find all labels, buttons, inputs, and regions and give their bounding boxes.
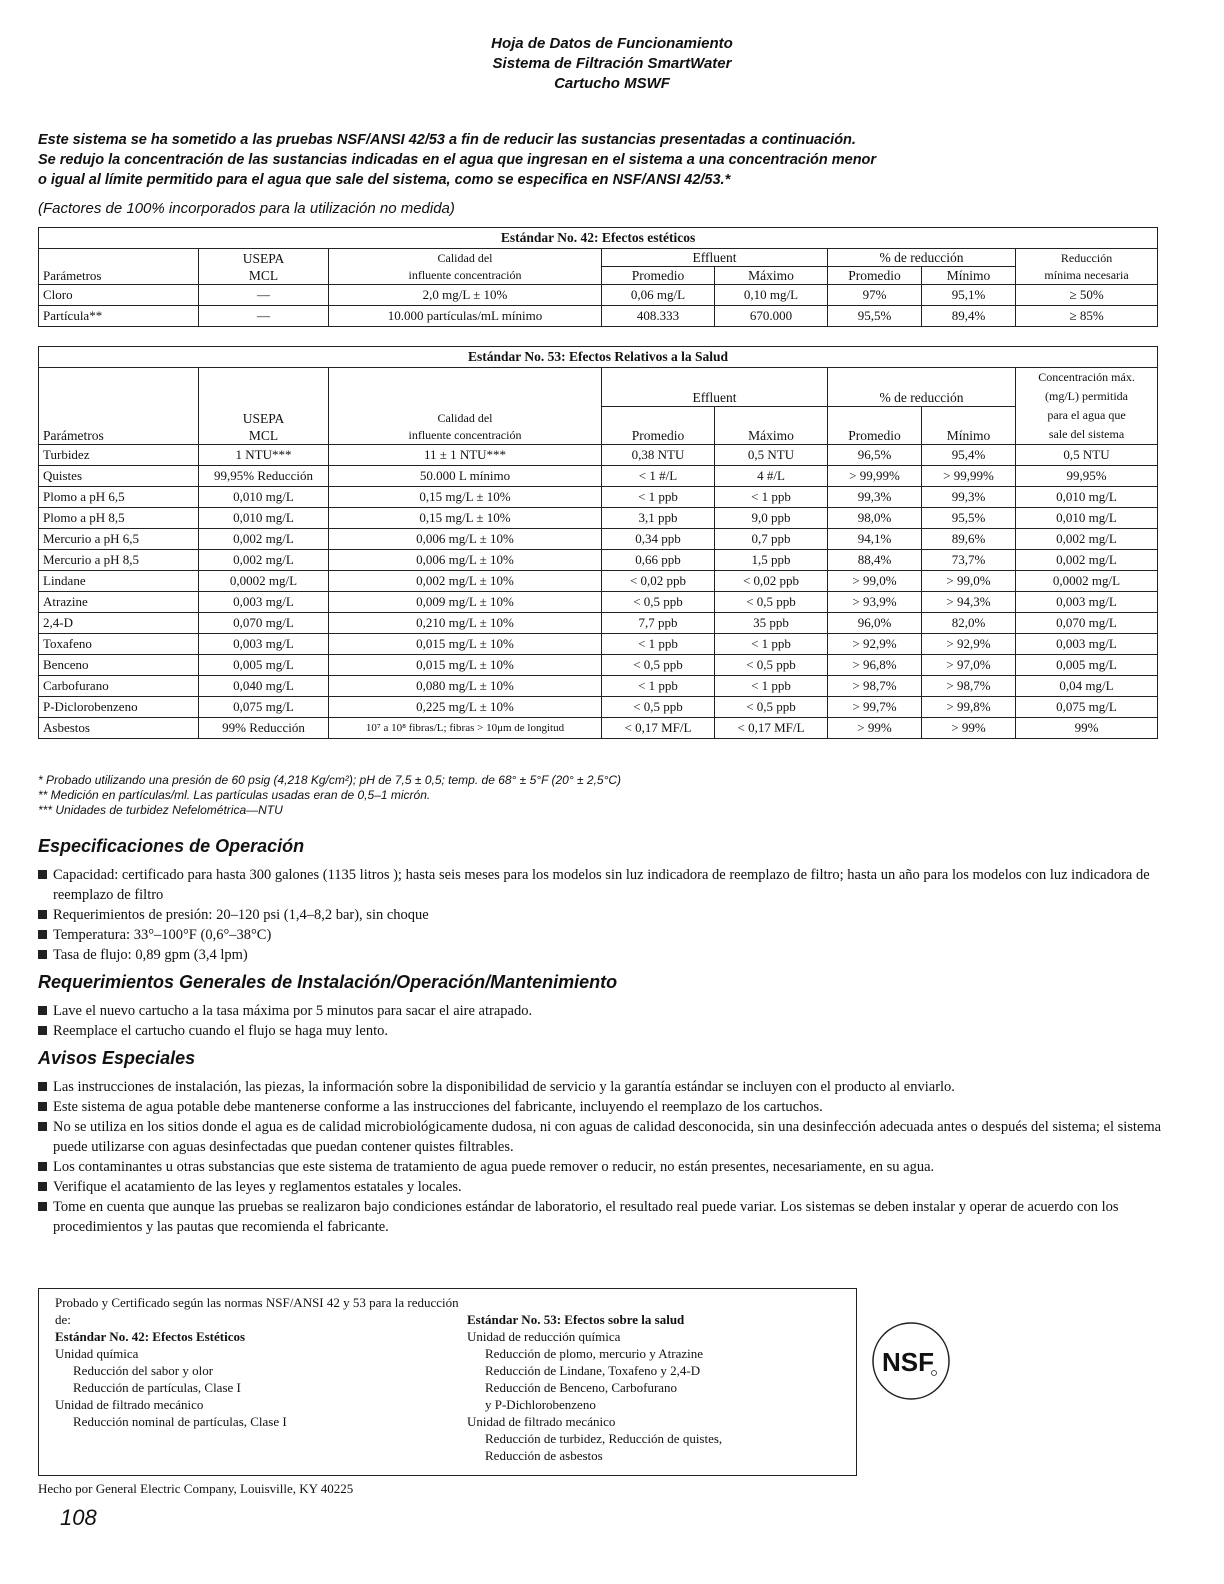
header-promedio: Promedio bbox=[602, 406, 715, 445]
bullet-square-icon bbox=[38, 910, 47, 919]
cert-right-heading: Estándar No. 53: Efectos sobre la salud bbox=[467, 1312, 685, 1327]
header-concentracion-max: Concentración máx. (mg/L) permitida para el agua que sale del sistema bbox=[1016, 368, 1158, 445]
table-cell: 0,080 mg/L ± 10% bbox=[329, 676, 602, 697]
table-cell: < 0,17 MF/L bbox=[602, 718, 715, 739]
table-cell: 95,5% bbox=[922, 508, 1016, 529]
nsf-logo-text: NSF bbox=[882, 1347, 934, 1377]
table-row bbox=[39, 508, 1158, 529]
header-minimo: Mínimo bbox=[922, 267, 1016, 285]
nsf-logo bbox=[870, 1320, 952, 1402]
table-row bbox=[39, 285, 1158, 306]
list-item bbox=[38, 925, 1163, 945]
table-cell: 0,009 mg/L ± 10% bbox=[329, 592, 602, 613]
table-cell: 0,002 mg/L bbox=[1016, 529, 1158, 550]
table-cell: < 1 ppb bbox=[602, 487, 715, 508]
table-cell: 2,4-D bbox=[39, 613, 199, 634]
table-row bbox=[39, 466, 1158, 487]
table-row bbox=[39, 445, 1158, 466]
header-usepa-mcl: USEPA MCL bbox=[199, 249, 329, 285]
table-cell: 99,3% bbox=[828, 487, 922, 508]
list-item bbox=[38, 1077, 1163, 1097]
table-cell: 0,5 NTU bbox=[1016, 445, 1158, 466]
table-cell: < 1 ppb bbox=[715, 487, 828, 508]
cert-right-line: y P-Dichlorobenzeno bbox=[485, 1397, 596, 1412]
list-item bbox=[38, 1021, 1163, 1041]
intro-line: o igual al límite permitido para el agua que sale del sistema, como se especifica en NSF/ANSI 42/53.* bbox=[38, 172, 731, 188]
table-cell: > 97,0% bbox=[922, 655, 1016, 676]
table-cell: 0,070 mg/L bbox=[199, 613, 329, 634]
table-row bbox=[39, 676, 1158, 697]
page-number: 108 bbox=[60, 1505, 97, 1530]
table-cell: — bbox=[199, 285, 329, 306]
table-cell: < 1 ppb bbox=[602, 634, 715, 655]
intro-line: Este sistema se ha sometido a las pruebas NSF/ANSI 42/53 a fin de reducir las sustancias presentadas a continuación. bbox=[38, 132, 856, 148]
table-cell: > 93,9% bbox=[828, 592, 922, 613]
bullet-square-icon bbox=[38, 1122, 47, 1131]
table-row bbox=[39, 655, 1158, 676]
cert-left-line: Reducción de partículas, Clase I bbox=[73, 1380, 241, 1395]
table-cell: 9,0 ppb bbox=[715, 508, 828, 529]
certification-box bbox=[38, 1288, 857, 1476]
table-cell: 99% bbox=[1016, 718, 1158, 739]
table-cell: 99,3% bbox=[922, 487, 1016, 508]
bullet-square-icon bbox=[38, 1162, 47, 1171]
table-cell: 1,5 ppb bbox=[715, 550, 828, 571]
list-item bbox=[38, 905, 1163, 925]
footnote: *** Unidades de turbidez Nefelométrica—NTU bbox=[38, 803, 283, 817]
table-cell: < 1 ppb bbox=[602, 676, 715, 697]
table-row bbox=[39, 529, 1158, 550]
cert-left-heading: Estándar No. 42: Efectos Estéticos bbox=[55, 1329, 246, 1344]
table-cell: 96,5% bbox=[828, 445, 922, 466]
table-cell: 0,15 mg/L ± 10% bbox=[329, 487, 602, 508]
header-reduccion: % de reducción bbox=[828, 249, 1016, 267]
list-item bbox=[38, 865, 1163, 905]
table-cell: P-Diclorobenzeno bbox=[39, 697, 199, 718]
spec-title: Especificaciones de Operación bbox=[38, 836, 305, 856]
table-cell: 88,4% bbox=[828, 550, 922, 571]
table-cell: > 99,0% bbox=[922, 571, 1016, 592]
table-cell: 0,66 ppb bbox=[602, 550, 715, 571]
table-cell: 0,002 mg/L bbox=[199, 529, 329, 550]
table-cell: 1 NTU*** bbox=[199, 445, 329, 466]
table-cell: 0,010 mg/L bbox=[1016, 487, 1158, 508]
cert-right-line: Reducción de turbidez, Reducción de quistes, bbox=[485, 1431, 723, 1446]
cert-left-line: Unidad de filtrado mecánico bbox=[55, 1397, 204, 1412]
footnote: ** Medición en partículas/ml. Las partículas usadas eran de 0,5–1 micrón. bbox=[38, 788, 431, 802]
table-cell: 89,4% bbox=[922, 306, 1016, 327]
table-cell: > 98,7% bbox=[828, 676, 922, 697]
table-cell: ≥ 50% bbox=[1016, 285, 1158, 306]
table-cell: Benceno bbox=[39, 655, 199, 676]
table-title: Estándar No. 42: Efectos estéticos bbox=[39, 228, 1158, 249]
table-row bbox=[39, 306, 1158, 327]
table-cell: 99,95% bbox=[1016, 466, 1158, 487]
table-cell: 0,04 mg/L bbox=[1016, 676, 1158, 697]
list-item-text: Tasa de flujo: 0,89 gpm (3,4 lpm) bbox=[53, 947, 248, 963]
table-cell: < 0,5 ppb bbox=[715, 697, 828, 718]
intro-text bbox=[38, 130, 1188, 190]
table-cell: < 1 #/L bbox=[602, 466, 715, 487]
table-cell: > 99,99% bbox=[828, 466, 922, 487]
header-calidad: Calidad del influente concentración bbox=[329, 368, 602, 445]
made-by: Hecho por General Electric Company, Louisville, KY 40225 bbox=[38, 1481, 354, 1496]
table-row bbox=[39, 571, 1158, 592]
table-cell: > 99,7% bbox=[828, 697, 922, 718]
table-cell: 0,15 mg/L ± 10% bbox=[329, 508, 602, 529]
table-cell: 0,10 mg/L bbox=[715, 285, 828, 306]
bullet-square-icon bbox=[38, 870, 47, 879]
list-item-text: Lave el nuevo cartucho a la tasa máxima por 5 minutos para sacar el aire atrapado. bbox=[53, 1003, 533, 1019]
list-item-text: Capacidad: certificado para hasta 300 galones (1135 litros ); hasta seis meses para los modelos sin luz indicadora de reemplazo de filtro; hasta un año para los modelos con luz indicadora de reemplazo de filtro bbox=[53, 867, 1150, 903]
table-cell: 0,006 mg/L ± 10% bbox=[329, 529, 602, 550]
list-item-text: Las instrucciones de instalación, las piezas, la información sobre la disponibilidad de servicio y la garantía estándar se incluyen con el producto al enviarlo. bbox=[53, 1079, 955, 1095]
table-cell: 0,003 mg/L bbox=[1016, 634, 1158, 655]
table-row bbox=[39, 718, 1158, 739]
table-cell: < 0,02 ppb bbox=[715, 571, 828, 592]
table-cell: 0,06 mg/L bbox=[602, 285, 715, 306]
table-cell: 10⁷ a 10⁸ fibras/L; fibras > 10μm de longitud bbox=[329, 718, 602, 739]
cert-right-line: Reducción de asbestos bbox=[485, 1448, 603, 1463]
table-cell: 0,225 mg/L ± 10% bbox=[329, 697, 602, 718]
cert-intro: Probado y Certificado según las normas NSF/ANSI 42 y 53 para la reducción de: bbox=[55, 1295, 459, 1327]
table-cell: > 99,0% bbox=[828, 571, 922, 592]
table-cell: Carbofurano bbox=[39, 676, 199, 697]
table-cell: Mercurio a pH 6,5 bbox=[39, 529, 199, 550]
bullet-square-icon bbox=[38, 1102, 47, 1111]
table-cell: < 0,17 MF/L bbox=[715, 718, 828, 739]
table-row bbox=[39, 634, 1158, 655]
standard-53-table bbox=[38, 346, 1158, 739]
table-cell: > 99% bbox=[922, 718, 1016, 739]
bullet-square-icon bbox=[38, 1182, 47, 1191]
table-cell: < 0,5 ppb bbox=[602, 697, 715, 718]
table-cell: Cloro bbox=[39, 285, 199, 306]
header-minimo: Mínimo bbox=[922, 406, 1016, 445]
table-cell: Plomo a pH 8,5 bbox=[39, 508, 199, 529]
table-cell: 10.000 partículas/mL mínimo bbox=[329, 306, 602, 327]
table-cell: 99,95% Reducción bbox=[199, 466, 329, 487]
cert-right-line: Unidad de reducción química bbox=[467, 1329, 621, 1344]
table-cell: 0,040 mg/L bbox=[199, 676, 329, 697]
table-cell: Lindane bbox=[39, 571, 199, 592]
table-cell: 3,1 ppb bbox=[602, 508, 715, 529]
table-row bbox=[39, 592, 1158, 613]
table-cell: 96,0% bbox=[828, 613, 922, 634]
list-item bbox=[38, 1001, 1163, 1021]
table-cell: 4 #/L bbox=[715, 466, 828, 487]
header-cartridge: Cartucho MSWF bbox=[554, 75, 670, 92]
list-item-text: No se utiliza en los sitios donde el agua es de calidad microbiológicamente dudosa, ni con aguas de calidad desconocida, sin una desinfección adecuada antes o después del sistema; el sistema puede utilizarse con aguas desinfectadas que puedan contener quistes filtrables. bbox=[53, 1119, 1162, 1155]
table-cell: Partícula** bbox=[39, 306, 199, 327]
table-cell: 0,015 mg/L ± 10% bbox=[329, 655, 602, 676]
table-cell: < 0,5 ppb bbox=[602, 655, 715, 676]
table-cell: 0,0002 mg/L bbox=[1016, 571, 1158, 592]
table-cell: 0,010 mg/L bbox=[199, 508, 329, 529]
table-cell: 98,0% bbox=[828, 508, 922, 529]
header-effluent: Effluent bbox=[602, 249, 828, 267]
avisos-title: Avisos Especiales bbox=[38, 1048, 196, 1068]
list-item bbox=[38, 945, 1163, 965]
cert-right-line: Reducción de Benceno, Carbofurano bbox=[485, 1380, 678, 1395]
list-item bbox=[38, 1117, 1163, 1157]
table-cell: < 0,02 ppb bbox=[602, 571, 715, 592]
table-cell: Asbestos bbox=[39, 718, 199, 739]
table-cell: 408.333 bbox=[602, 306, 715, 327]
header-maximo: Máximo bbox=[715, 267, 828, 285]
list-item bbox=[38, 1197, 1163, 1237]
header-usepa-mcl: USEPA MCL bbox=[199, 368, 329, 445]
header-parametros: Parámetros bbox=[39, 249, 199, 285]
table-cell: 0,210 mg/L ± 10% bbox=[329, 613, 602, 634]
header-reduccion: % de reducción bbox=[828, 368, 1016, 407]
table-cell: 0,003 mg/L bbox=[199, 634, 329, 655]
table-cell: 99% Reducción bbox=[199, 718, 329, 739]
table-cell: < 0,5 ppb bbox=[715, 655, 828, 676]
header-maximo: Máximo bbox=[715, 406, 828, 445]
table-cell: 0,006 mg/L ± 10% bbox=[329, 550, 602, 571]
table-cell: 2,0 mg/L ± 10% bbox=[329, 285, 602, 306]
list-item-text: Los contaminantes u otras substancias que este sistema de tratamiento de agua puede remover o reducir, no están presentes, necesariamente, en su agua. bbox=[53, 1159, 935, 1175]
cert-left-line: Reducción del sabor y olor bbox=[73, 1363, 214, 1378]
table-cell: 7,7 ppb bbox=[602, 613, 715, 634]
table-cell: 670.000 bbox=[715, 306, 828, 327]
table-cell: Mercurio a pH 8,5 bbox=[39, 550, 199, 571]
table-cell: 95,1% bbox=[922, 285, 1016, 306]
footnote: * Probado utilizando una presión de 60 psig (4,218 Kg/cm²); pH de 7,5 ± 0,5; temp. de 68° ± 5°F (20° ± 2,5°C) bbox=[38, 773, 622, 787]
table-cell: > 96,8% bbox=[828, 655, 922, 676]
table-cell: < 1 ppb bbox=[715, 634, 828, 655]
req-title: Requerimientos Generales de Instalación/Operación/Mantenimiento bbox=[38, 972, 618, 992]
table-cell: > 92,9% bbox=[922, 634, 1016, 655]
list-item bbox=[38, 1177, 1163, 1197]
intro-line: Se redujo la concentración de las sustancias indicadas en el agua que ingresan en el sistema a una concentración menor bbox=[38, 152, 877, 168]
footnotes bbox=[38, 773, 621, 818]
cert-left-line: Reducción nominal de partículas, Clase I bbox=[73, 1414, 287, 1429]
standard-42-table bbox=[38, 227, 1158, 327]
list-item-text: Verifique el acatamiento de las leyes y reglamentos estatales y locales. bbox=[53, 1179, 462, 1195]
table-cell: > 92,9% bbox=[828, 634, 922, 655]
table-cell: > 99% bbox=[828, 718, 922, 739]
avisos-list bbox=[38, 1077, 1163, 1237]
table-cell: 94,1% bbox=[828, 529, 922, 550]
document-header bbox=[0, 34, 1224, 94]
table-cell: > 99,99% bbox=[922, 466, 1016, 487]
table-cell: < 0,5 ppb bbox=[602, 592, 715, 613]
table-cell: 95,5% bbox=[828, 306, 922, 327]
list-item bbox=[38, 1097, 1163, 1117]
table-cell: 11 ± 1 NTU*** bbox=[329, 445, 602, 466]
table-row bbox=[39, 487, 1158, 508]
list-item-text: Requerimientos de presión: 20–120 psi (1,4–8,2 bar), sin choque bbox=[53, 907, 429, 923]
bullet-square-icon bbox=[38, 930, 47, 939]
table-cell: Atrazine bbox=[39, 592, 199, 613]
table-row bbox=[39, 613, 1158, 634]
header-promedio: Promedio bbox=[602, 267, 715, 285]
table-cell: 0,34 ppb bbox=[602, 529, 715, 550]
list-item-text: Este sistema de agua potable debe mantenerse conforme a las instrucciones del fabricante, incluyendo el reemplazo de los cartuchos. bbox=[53, 1099, 823, 1115]
table-cell: 0,38 NTU bbox=[602, 445, 715, 466]
table-cell: < 0,5 ppb bbox=[715, 592, 828, 613]
table-cell: > 94,3% bbox=[922, 592, 1016, 613]
table-cell: 0,7 ppb bbox=[715, 529, 828, 550]
req-list bbox=[38, 1001, 1163, 1041]
table-cell: Quistes bbox=[39, 466, 199, 487]
header-reduccion-minima: Reducción mínima necesaria bbox=[1016, 249, 1158, 285]
table-cell: > 99,8% bbox=[922, 697, 1016, 718]
bullet-square-icon bbox=[38, 1082, 47, 1091]
header-promedio: Promedio bbox=[828, 267, 922, 285]
table-cell: 0,070 mg/L bbox=[1016, 613, 1158, 634]
table-cell: 0,003 mg/L bbox=[199, 592, 329, 613]
header-parametros: Parámetros bbox=[39, 368, 199, 445]
table-cell: 0,010 mg/L bbox=[199, 487, 329, 508]
table-cell: 35 ppb bbox=[715, 613, 828, 634]
list-item-text: Tome en cuenta que aunque las pruebas se realizaron bajo condiciones estándar de laboratorio, el resultado real puede variar. Los sistemas se deben instalar y operar de acuerdo con los procedimientos y las pautas que recomienda el fabricante. bbox=[53, 1199, 1119, 1235]
table-cell: Turbidez bbox=[39, 445, 199, 466]
table-cell: 0,002 mg/L ± 10% bbox=[329, 571, 602, 592]
table-row bbox=[39, 697, 1158, 718]
bullet-square-icon bbox=[38, 1202, 47, 1211]
table-cell: 0,0002 mg/L bbox=[199, 571, 329, 592]
table-cell: 0,5 NTU bbox=[715, 445, 828, 466]
table-cell: 97% bbox=[828, 285, 922, 306]
cert-right-line: Reducción de Lindane, Toxafeno y 2,4-D bbox=[485, 1363, 701, 1378]
bullet-square-icon bbox=[38, 1006, 47, 1015]
list-item-text: Temperatura: 33°–100°F (0,6°–38°C) bbox=[53, 927, 272, 943]
table-cell: 50.000 L mínimo bbox=[329, 466, 602, 487]
factors-note: (Factores de 100% incorporados para la utilización no medida) bbox=[38, 200, 455, 217]
table-cell: 0,010 mg/L bbox=[1016, 508, 1158, 529]
table-cell: 95,4% bbox=[922, 445, 1016, 466]
table-cell: < 1 ppb bbox=[715, 676, 828, 697]
table-cell: ≥ 85% bbox=[1016, 306, 1158, 327]
bullet-square-icon bbox=[38, 1026, 47, 1035]
table-cell: 0,015 mg/L ± 10% bbox=[329, 634, 602, 655]
table-cell: 0,005 mg/L bbox=[1016, 655, 1158, 676]
header-system: Sistema de Filtración SmartWater bbox=[492, 55, 732, 72]
table-row bbox=[39, 550, 1158, 571]
table-cell: 0,003 mg/L bbox=[1016, 592, 1158, 613]
spec-list bbox=[38, 865, 1163, 965]
table-cell: 73,7% bbox=[922, 550, 1016, 571]
table-cell: 0,002 mg/L bbox=[1016, 550, 1158, 571]
header-title: Hoja de Datos de Funcionamiento bbox=[491, 35, 733, 52]
table-cell: Toxafeno bbox=[39, 634, 199, 655]
table-cell: 89,6% bbox=[922, 529, 1016, 550]
table-cell: Plomo a pH 6,5 bbox=[39, 487, 199, 508]
table-cell: 0,002 mg/L bbox=[199, 550, 329, 571]
header-effluent: Effluent bbox=[602, 368, 828, 407]
cert-right-line: Reducción de plomo, mercurio y Atrazine bbox=[485, 1346, 704, 1361]
table-cell: 0,075 mg/L bbox=[1016, 697, 1158, 718]
bullet-square-icon bbox=[38, 950, 47, 959]
cert-right-line: Unidad de filtrado mecánico bbox=[467, 1414, 616, 1429]
table-cell: — bbox=[199, 306, 329, 327]
list-item-text: Reemplace el cartucho cuando el flujo se haga muy lento. bbox=[53, 1023, 388, 1039]
header-promedio: Promedio bbox=[828, 406, 922, 445]
cert-left-line: Unidad química bbox=[55, 1346, 139, 1361]
header-calidad: Calidad del influente concentración bbox=[329, 249, 602, 285]
table-cell: > 98,7% bbox=[922, 676, 1016, 697]
table-cell: 82,0% bbox=[922, 613, 1016, 634]
table-title: Estándar No. 53: Efectos Relativos a la Salud bbox=[39, 347, 1158, 368]
table-cell: 0,005 mg/L bbox=[199, 655, 329, 676]
table-cell: 0,075 mg/L bbox=[199, 697, 329, 718]
list-item bbox=[38, 1157, 1163, 1177]
